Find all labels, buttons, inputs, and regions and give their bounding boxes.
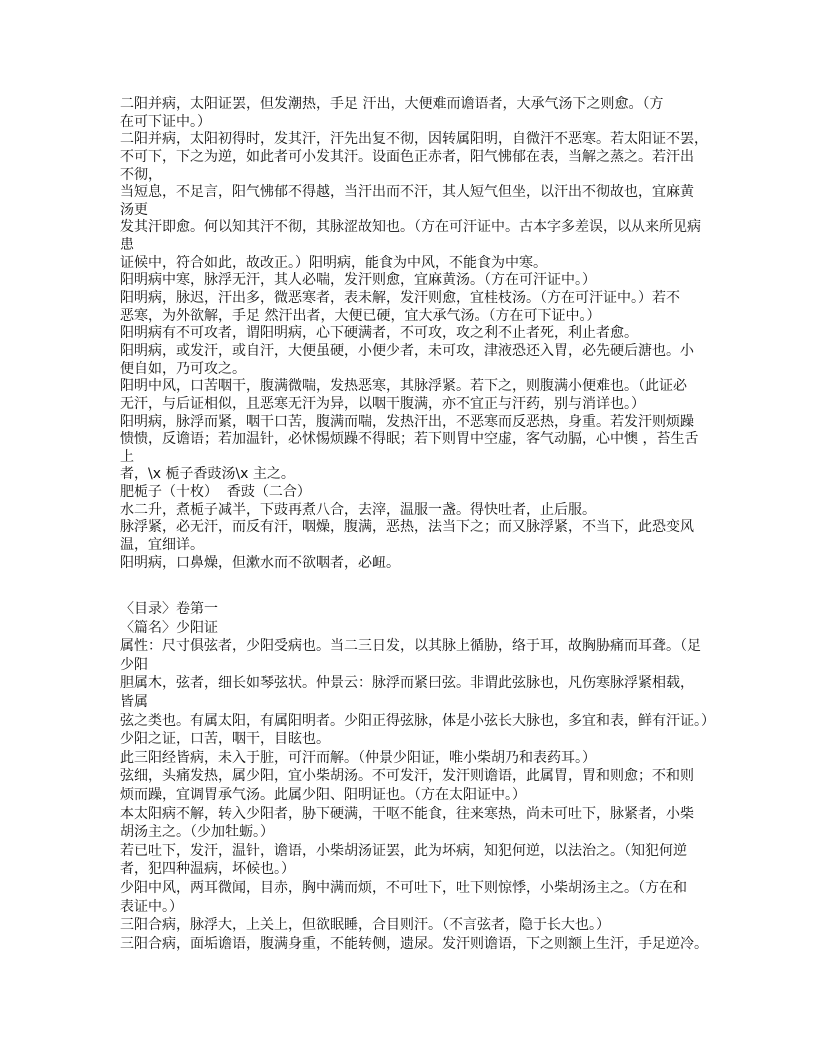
- text-line: 表证中。）: [120, 898, 183, 915]
- text-line: 阳明病中寒，脉浮无汗，其人必喘，发汗则愈，宜麻黄汤。（方在可汗证中。）: [120, 272, 596, 289]
- text-line: 少阳中风，两耳微闻，目赤，胸中满而烦，不可吐下，吐下则惊悸，小柴胡汤主之。（方在和: [120, 879, 687, 896]
- text-line: 发其汗即愈。何以知其汗不彻，其脉涩故知也。（方在可汗证中。古本字多差误，以从来所见病: [120, 219, 701, 236]
- text-line: 阳明病有不可攻者，谓阳明病，心下硬满者，不可攻，攻之利不止者死，利止者愈。: [120, 325, 638, 342]
- text-line: 患: [120, 237, 134, 254]
- document-section-shaoyang: [120, 600, 720, 953]
- text-line: 证候中，符合如此，故改正。）阳明病，能食为中风，不能食为中寒。: [120, 254, 547, 271]
- text-line: 水二升，煮栀子减半，下豉再煮八合，去滓，温服一盏。得快吐者，止后服。: [120, 501, 596, 518]
- text-line: 当短息，不足言，阳气怫郁不得越，当汗出而不汗，其人短气但坐，以汗出不彻故也，宜麻黄: [120, 184, 694, 201]
- text-line: 脉浮紧，必无汗，而反有汗，咽燥，腹满，恶热，法当下之；而又脉浮紧，不当下，此恐变风: [120, 519, 694, 536]
- text-line: 三阳合病，脉浮大，上关上，但欲眠睡，合目则汗。（不言弦者，隐于长大也。）: [120, 917, 610, 934]
- text-line: 愦愦，反谵语；若加温针，必怵惕烦躁不得眠；若下则胃中空虚，客气动膈，心中懊 ，苔生舌: [120, 431, 699, 448]
- text-line: 无汗，与后证相似，且恶寒无汗为异，以咽干腹满，亦不宜正与汗药，别与消详也。）: [120, 395, 645, 412]
- text-line: 属性：尺寸俱弦者，少阳受病也。当二三日发，以其脉上循胁，络于耳，故胸胁痛而耳聋。（足: [120, 638, 701, 655]
- text-line: 弦细，头痛发热，属少阳，宜小柴胡汤。不可发汗，发汗则谵语，此属胃，胃和则愈；不和则: [120, 768, 694, 785]
- text-line: 弦之类也。有属太阳，有属阳明者。少阳正得弦脉，体是小弦长大脉也，多宜和表，鲜有汗证。）: [120, 712, 715, 729]
- text-line: 不可下，下之为逆，如此者可小发其汗。设面色正赤者，阳气怫郁在表，当解之蒸之。若汗出: [120, 148, 694, 165]
- text-line: 少阳: [120, 656, 148, 673]
- text-line: 阳明病，脉浮而紧，咽干口苦，腹满而喘，发热汗出，不恶寒而反恶热，身重。若发汗则烦躁: [120, 413, 694, 430]
- text-line: 二阳并病，太阳证罢，但发潮热，手足 汗出，大便难而谵语者，大承气汤下之则愈。（方: [120, 96, 664, 112]
- text-line: 少阳之证，口苦，咽干，目眩也。: [120, 731, 330, 748]
- text-line: 烦而躁，宜调胃承气汤。此属少阳、阳明证也。（方在太阳证中。）: [120, 786, 526, 803]
- text-line: 者，\x 栀子香豉汤\x 主之。: [120, 466, 295, 483]
- text-line: 恶寒，为外欲解，手足 然汗出者，大便已硬，宜大承气汤。（方在可下证中。）: [120, 307, 601, 324]
- text-line: 肥栀子（十枚） 香豉（二合）: [120, 484, 311, 501]
- text-line: 汤更: [120, 201, 148, 218]
- text-line: 在可下证中。）: [120, 113, 211, 130]
- text-line: 皆属: [120, 693, 148, 710]
- text-line: 三阳合病，面垢谵语，腹满身重，不能转侧，遗尿。发汗则谵语，下之则额上生汗，手足逆冷。: [120, 935, 708, 952]
- text-line: 〈篇名〉少阳证: [120, 619, 218, 636]
- text-line: 此三阳经皆病，未入于脏，可汗而解。（仲景少阳证，唯小柴胡乃和表药耳。）: [120, 749, 596, 766]
- text-line: 〈目录〉卷第一: [120, 601, 218, 617]
- text-line: 本太阳病不解，转入少阳者，胁下硬满，干呕不能食，往来寒热，尚未可吐下，脉紧者，小柴: [120, 805, 694, 822]
- text-line: 上: [120, 448, 134, 465]
- text-line: 胆属木，弦者，细长如琴弦状。仲景云：脉浮而紧曰弦。非谓此弦脉也，凡伤寒脉浮紧相载，: [120, 675, 694, 692]
- text-line: 温，宜细详。: [120, 537, 204, 554]
- text-line: 阳明中风，口苦咽干，腹满微喘，发热恶寒，其脉浮紧。若下之，则腹满小便难也。（此证必: [120, 378, 687, 395]
- text-line: 若已吐下，发汗，温针，谵语，小柴胡汤证罢，此为坏病，知犯何逆，以法治之。（知犯何逆: [120, 842, 687, 859]
- text-line: 胡汤主之。（少加牡蛎。）: [120, 824, 274, 841]
- text-line: 阳明病，脉迟，汗出多，微恶寒者，表未解，发汗则愈，宜桂枝汤。（方在可汗证中。）若不: [120, 290, 680, 307]
- text-line: 阳明病，或发汗，或自汗，大便虽硬，小便少者，未可攻，津液恐还入胃，必先硬后溏也。小: [120, 342, 694, 359]
- text-line: 二阳并病，太阳初得时，发其汗，汗先出复不彻，因转属阳明，自微汗不恶寒。若太阳证不罢，: [120, 131, 708, 148]
- text-line: 阳明病，口鼻燥，但漱水而不欲咽者，必衄。: [120, 554, 400, 571]
- text-line: 不彻，: [120, 166, 162, 183]
- text-line: 便自如，乃可攻之。: [120, 360, 246, 377]
- document-section-yangming: [120, 96, 720, 572]
- text-line: 者，犯四种温病，坏候也。）: [120, 861, 295, 878]
